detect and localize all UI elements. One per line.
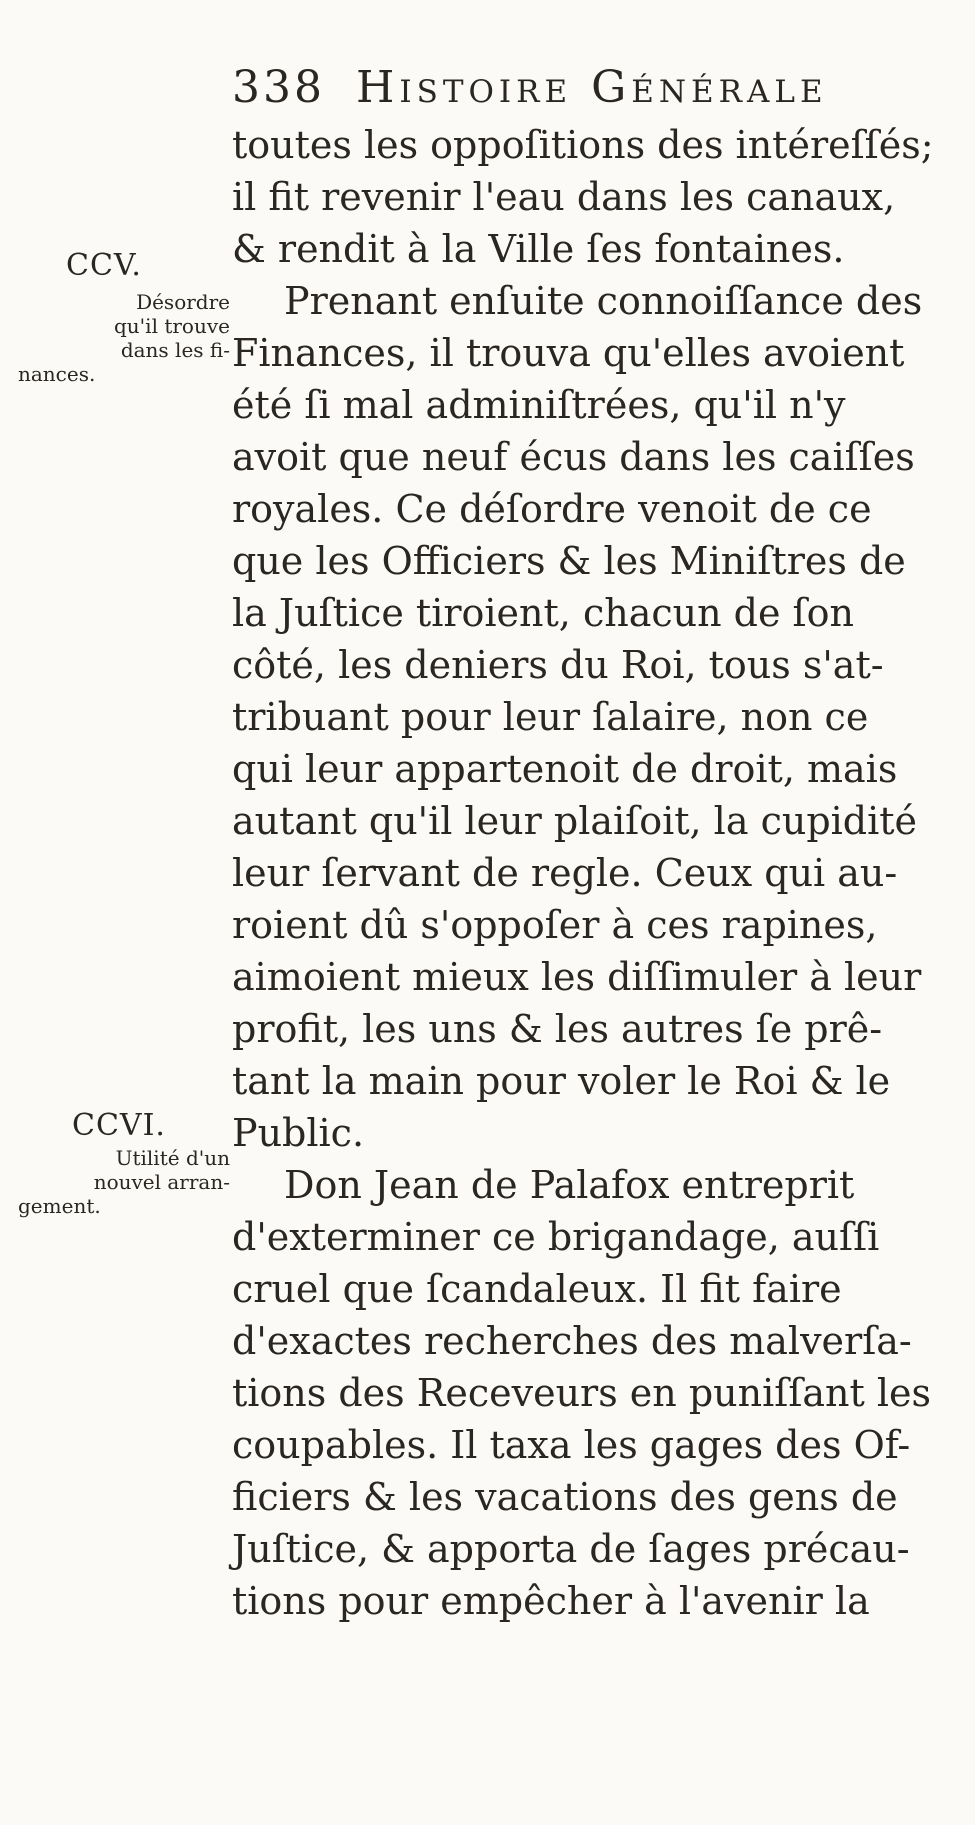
text-line: cruel que ſcandaleux. Il fit faire [232,1267,842,1311]
text-line: autant qu'il leur plaiſoit, la cupidité [232,799,918,843]
margin-note-desordre [18,290,230,386]
text-line: tions des Receveurs en puniſſant les [232,1371,932,1415]
margin-note-line: dans les fi- [120,338,230,362]
section-number-ccv: CCV. [66,248,142,283]
text-line: tribuant pour leur ſalaire, non ce [232,695,869,739]
text-line: côté, les deniers du Roi, tous s'at- [232,643,884,687]
text-line: d'exterminer ce brigandage, auſſi [232,1215,880,1259]
text-line: que les Officiers & les Miniſtres de [232,539,906,583]
text-line: toutes les oppoſitions des intéreſſés; [232,123,934,167]
text-line: tant la main pour voler le Roi & le [232,1059,891,1103]
text-line: été ſi mal adminiſtrées, qu'il n'y [232,383,846,427]
text-line: ficiers & les vacations des gens de [232,1475,898,1519]
text-line: profit, les uns & les autres ſe prê- [232,1007,883,1051]
text-line: d'exactes recherches des malverſa- [232,1319,912,1363]
page-header [232,62,932,122]
text-line: avoit que neuf écus dans les caiſſes [232,435,915,479]
text-line: coupables. Il taxa les gages des Of- [232,1423,911,1467]
running-title: Histoire Générale [355,62,828,113]
page-number: 338 [232,62,325,113]
text-line: Prenant enſuite connoiſſance des [284,279,923,323]
text-line: Juſtice, & apporta de ſages précau- [232,1527,910,1571]
text-line: tions pour empêcher à l'avenir la [232,1579,870,1623]
text-line: royales. Ce déſordre venoit de ce [232,487,872,531]
text-line: roient dû s'oppoſer à ces rapines, [232,903,878,947]
text-line: Finances, il trouva qu'elles avoient [232,331,905,375]
section-number-ccvi: CCVI. [72,1108,166,1143]
text-line: qui leur appartenoit de droit, mais [232,747,898,791]
text-line: & rendit à la Ville ſes fontaines. [232,227,845,271]
text-line: leur ſervant de regle. Ceux qui au- [232,851,898,895]
margin-note-line: Utilité d'un [115,1146,230,1170]
margin-note-line: nouvel arran- [93,1170,230,1194]
margin-note-line: Désordre [136,290,230,314]
text-line: aimoient mieux les diſſimuler à leur [232,955,922,999]
text-line: il fit revenir l'eau dans les canaux, [232,175,896,219]
text-line: Don Jean de Palafox entreprit [284,1163,855,1207]
text-line: Public. [232,1111,365,1155]
margin-note-line: gement. [18,1194,101,1218]
margin-note-line: qu'il trouve [114,314,230,338]
text-line: la Juſtice tiroient, chacun de ſon [232,591,854,635]
margin-note-utilite [18,1146,230,1218]
margin-note-line: nances. [18,362,96,386]
